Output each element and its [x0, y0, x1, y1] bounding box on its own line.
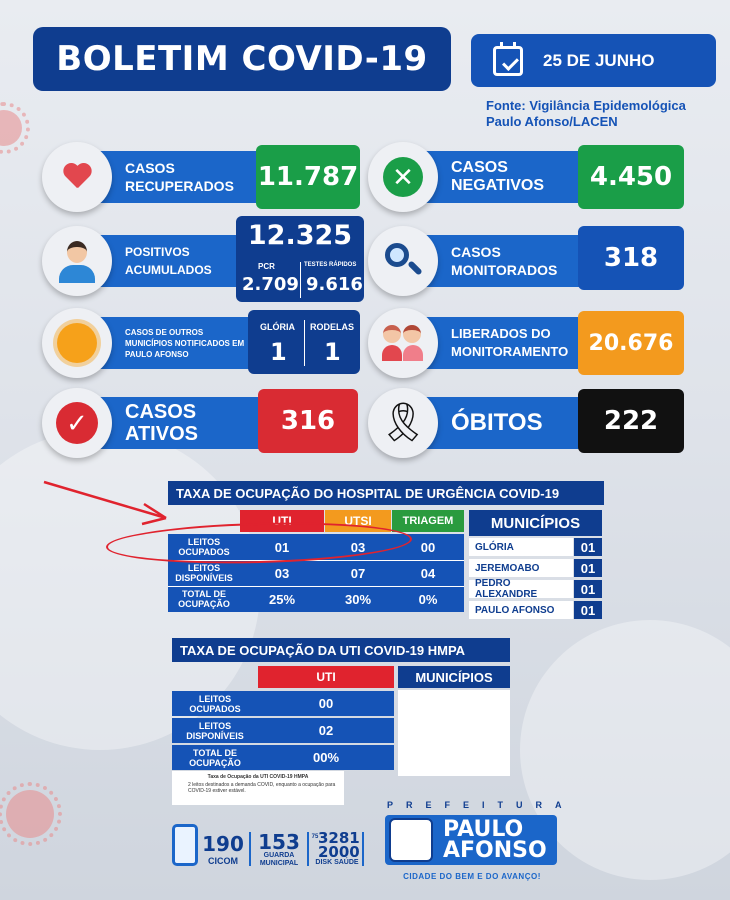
- bulletin-date: 25 DE JUNHO: [543, 50, 655, 70]
- row-label: LEITOS DISPONÍVEIS: [186, 720, 244, 741]
- uti-table-title: TAXA DE OCUPAÇÃO DA UTI COVID-19 HMPA: [172, 638, 510, 662]
- cicom-label: CICOM: [208, 856, 238, 866]
- guarda-label: GUARDA MUNICIPAL: [259, 852, 299, 867]
- virus-decoration-icon: [0, 110, 22, 146]
- col-header-uti: UTI: [240, 510, 324, 532]
- positivos-value-box: [236, 216, 364, 302]
- row-label: TOTAL DE OCUPAÇÃO: [178, 589, 230, 609]
- municipio-value: 01: [574, 559, 602, 577]
- disk-label: DISK SAÚDE: [315, 859, 359, 866]
- stat-label: CASOS DE OUTROS MUNICÍPIOS NOTIFICADOS EM PAULO AFONSO: [125, 327, 245, 359]
- guarda-number: 153: [258, 830, 300, 854]
- calendar-icon: [493, 46, 523, 76]
- virus-decoration-icon: [6, 790, 54, 838]
- cell-value: 30%: [344, 591, 372, 607]
- cell-value: 03: [350, 539, 366, 555]
- municipio-name: JEREMOABO: [469, 559, 573, 577]
- stat-label: CASOS NEGATIVOS: [451, 159, 545, 194]
- city-seal-icon: [389, 818, 433, 862]
- date-banner: [471, 34, 716, 87]
- row-label: LEITOS OCUPADOS: [189, 693, 241, 714]
- prefeitura-label: PREFEITURA: [387, 800, 575, 810]
- row-label: LEITOS DISPONÍVEIS: [175, 563, 233, 583]
- cell-value: 07: [350, 565, 366, 581]
- cell-value: 03: [274, 565, 290, 581]
- rodelas-value: 1: [324, 338, 341, 366]
- stat-value: 4.450: [578, 145, 684, 209]
- mourning-ribbon-icon: 🎗: [368, 388, 438, 458]
- stat-value: 316: [258, 389, 358, 453]
- check-circle-icon: ✓: [42, 388, 112, 458]
- virus-icon: [42, 308, 112, 378]
- cell-value: 0%: [418, 591, 438, 607]
- disk-number-2: 2000: [318, 843, 360, 861]
- municipio-value: 01: [574, 538, 602, 556]
- city-name-line2: AFONSO: [443, 838, 547, 863]
- uti-note: Taxa de Ocupação da UTI COVID-19 HMPA 2 leitos destinados a demanda COVID, enquanto a ocupação para COVID-19 estiver estável.: [172, 771, 344, 805]
- bulletin-title-banner: [33, 27, 451, 91]
- disk-number-1: 3281: [318, 829, 360, 847]
- cell-value: 01: [274, 539, 290, 555]
- outros-municipios-box: [248, 310, 360, 374]
- cell-value: 00: [420, 539, 436, 555]
- cell-value: 25%: [268, 591, 296, 607]
- phone-icon: [172, 824, 198, 866]
- cell-value: 04: [420, 565, 436, 581]
- stat-label: CASOS MONITORADOS: [451, 244, 558, 278]
- heart-hands-icon: [42, 142, 112, 212]
- hospital-table-title: TAXA DE OCUPAÇÃO DO HOSPITAL DE URGÊNCIA COVID-19: [168, 481, 604, 505]
- municipio-value: 01: [574, 601, 602, 619]
- city-name-line1: PAULO: [443, 817, 524, 842]
- uti-municipios-list: [398, 690, 510, 776]
- stat-label: ÓBITOS: [451, 409, 543, 436]
- people-icon: [368, 308, 438, 378]
- city-slogan: CIDADE DO BEM E DO AVANÇO!: [403, 872, 541, 881]
- municipio-name: PAULO AFONSO: [469, 601, 573, 619]
- col-header-triagem: TRIAGEM: [392, 510, 464, 532]
- stat-label: POSITIVOS ACUMULADOS: [125, 245, 212, 277]
- stat-value: 12.325: [247, 220, 353, 251]
- col-header-utsi: UTSI: [325, 510, 391, 532]
- disk-prefix: 75: [311, 834, 319, 840]
- municipio-name: GLÓRIA: [469, 538, 573, 556]
- stat-label: LIBERADOS DO MONITORAMENTO: [451, 326, 569, 359]
- annotation-arrow: [40, 478, 170, 528]
- row-label: LEITOS OCUPADOS: [178, 537, 230, 557]
- city-logo: [385, 815, 557, 865]
- stat-value: 318: [578, 226, 684, 290]
- municipios-header: MUNICÍPIOS: [469, 510, 602, 536]
- stat-value: 222: [578, 389, 684, 453]
- row-label: TOTAL DE OCUPAÇÃO: [189, 747, 241, 768]
- bulletin-title: BOLETIM COVID-19: [56, 39, 428, 79]
- stat-label: CASOS RECUPERADOS: [125, 160, 234, 194]
- stat-value: 20.676: [578, 311, 684, 375]
- x-circle-icon: ✕: [368, 142, 438, 212]
- municipio-value: 01: [574, 580, 602, 598]
- stat-label: CASOS ATIVOS: [125, 401, 198, 445]
- gloria-label: GLÓRIA: [260, 322, 295, 332]
- cell-value: 02: [318, 723, 334, 738]
- source-text: Fonte: Vigilância Epidemológica Paulo Afonso/LACEN: [486, 98, 686, 129]
- rodelas-label: RODELAS: [310, 322, 355, 332]
- pcr-value: 2.709: [242, 274, 299, 295]
- magnifier-icon: [368, 226, 438, 296]
- stat-value: 11.787: [256, 145, 360, 209]
- rapid-tests-label: TESTES RÁPIDOS: [304, 262, 357, 268]
- uti-col-header: UTI: [258, 666, 394, 688]
- cicom-number: 190: [202, 832, 244, 856]
- cell-value: 00: [318, 696, 334, 711]
- cell-value: 00%: [312, 750, 340, 765]
- masked-person-icon: [42, 226, 112, 296]
- rapid-tests-value: 9.616: [306, 274, 363, 295]
- uti-municipios-header: MUNICÍPIOS: [398, 666, 510, 688]
- municipio-name: PEDRO ALEXANDRE: [469, 580, 573, 598]
- gloria-value: 1: [270, 338, 287, 366]
- pcr-label: PCR: [258, 262, 275, 271]
